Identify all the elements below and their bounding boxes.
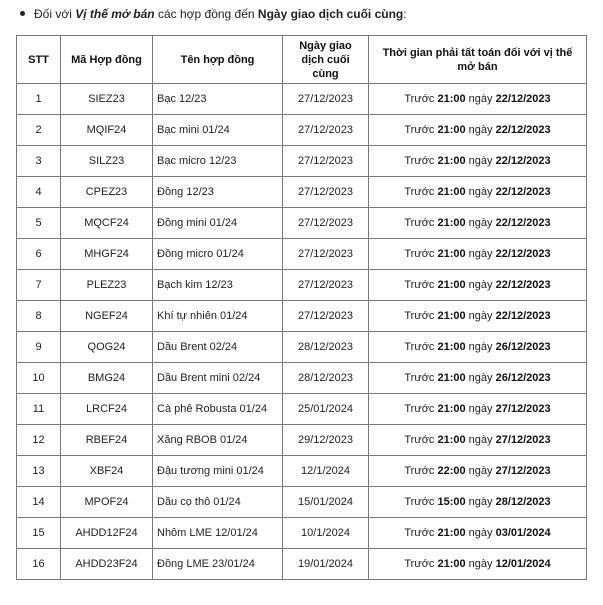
cell-contract-name: Bạc micro 12/23 xyxy=(153,146,283,177)
table-row xyxy=(17,549,587,580)
cell-contract-code: CPEZ23 xyxy=(61,177,153,208)
settlement-on: ngày xyxy=(465,217,496,229)
cell-last-trading-day: 29/12/2023 xyxy=(283,425,369,456)
cell-contract-name: Xăng RBOB 01/24 xyxy=(153,425,283,456)
intro-line xyxy=(20,6,407,22)
settlement-on: ngày xyxy=(465,496,496,508)
cell-stt: 10 xyxy=(17,363,61,394)
cell-contract-code: SILZ23 xyxy=(61,146,153,177)
settlement-before: Trước xyxy=(404,372,438,384)
settlement-before: Trước xyxy=(404,310,438,322)
cell-contract-name: Nhôm LME 12/01/24 xyxy=(153,518,283,549)
table-row xyxy=(17,270,587,301)
settlement-date: 22/12/2023 xyxy=(495,186,551,198)
settlement-date: 22/12/2023 xyxy=(495,93,551,105)
table-row xyxy=(17,146,587,177)
settlement-time: 21:00 xyxy=(437,403,466,415)
settlement-time: 21:00 xyxy=(437,434,466,446)
cell-stt: 2 xyxy=(17,115,61,146)
settlement-before: Trước xyxy=(404,155,438,167)
cell-settlement-time xyxy=(369,115,587,146)
cell-last-trading-day: 10/1/2024 xyxy=(283,518,369,549)
table-row xyxy=(17,115,587,146)
settlement-date: 26/12/2023 xyxy=(495,341,551,353)
settlement-before: Trước xyxy=(404,124,438,136)
settlement-date: 22/12/2023 xyxy=(495,217,551,229)
settlement-time: 21:00 xyxy=(437,248,466,260)
cell-settlement-time xyxy=(369,394,587,425)
cell-stt: 12 xyxy=(17,425,61,456)
table-row xyxy=(17,301,587,332)
cell-settlement-time xyxy=(369,177,587,208)
settlement-before: Trước xyxy=(404,558,438,570)
settlement-on: ngày xyxy=(465,372,496,384)
cell-stt: 14 xyxy=(17,487,61,518)
cell-contract-code: AHDD12F24 xyxy=(61,518,153,549)
settlement-time: 21:00 xyxy=(437,372,466,384)
header-contract-code: Mã Hợp đồng xyxy=(61,36,153,84)
settlement-on: ngày xyxy=(465,465,496,477)
settlement-before: Trước xyxy=(404,93,438,105)
cell-contract-name: Đồng 12/23 xyxy=(153,177,283,208)
table-row xyxy=(17,177,587,208)
settlement-before: Trước xyxy=(404,496,438,508)
cell-contract-name: Đậu tương mini 01/24 xyxy=(153,456,283,487)
settlement-date: 27/12/2023 xyxy=(495,403,551,415)
cell-last-trading-day: 19/01/2024 xyxy=(283,549,369,580)
intro-deadline-label: Ngày giao dịch cuối cùng xyxy=(257,7,404,21)
cell-last-trading-day: 27/12/2023 xyxy=(283,115,369,146)
table-row xyxy=(17,363,587,394)
cell-contract-code: PLEZ23 xyxy=(61,270,153,301)
settlement-on: ngày xyxy=(465,434,496,446)
settlement-time: 15:00 xyxy=(437,496,466,508)
settlement-on: ngày xyxy=(465,341,496,353)
cell-stt: 7 xyxy=(17,270,61,301)
cell-stt: 11 xyxy=(17,394,61,425)
header-last-trading-day: Ngày giao dịch cuối cùng xyxy=(283,36,369,84)
intro-position-type: Vị thế mở bán xyxy=(75,7,155,21)
settlement-on: ngày xyxy=(465,155,496,167)
table-row xyxy=(17,518,587,549)
cell-settlement-time xyxy=(369,425,587,456)
settlement-before: Trước xyxy=(404,403,438,415)
settlement-on: ngày xyxy=(465,279,496,291)
settlement-before: Trước xyxy=(404,341,438,353)
cell-settlement-time xyxy=(369,301,587,332)
intro-suffix: : xyxy=(403,7,407,21)
table-row xyxy=(17,84,587,115)
cell-stt: 13 xyxy=(17,456,61,487)
settlement-on: ngày xyxy=(465,403,496,415)
settlement-date: 22/12/2023 xyxy=(495,279,551,291)
cell-last-trading-day: 27/12/2023 xyxy=(283,177,369,208)
table-row xyxy=(17,487,587,518)
cell-contract-code: SIEZ23 xyxy=(61,84,153,115)
table-row xyxy=(17,208,587,239)
cell-settlement-time xyxy=(369,518,587,549)
header-settlement-time: Thời gian phải tất toán đối với vị thế mở bán xyxy=(369,36,587,84)
settlement-time: 21:00 xyxy=(437,124,466,136)
settlement-on: ngày xyxy=(465,558,496,570)
cell-last-trading-day: 28/12/2023 xyxy=(283,332,369,363)
settlement-time: 21:00 xyxy=(437,186,466,198)
table-row xyxy=(17,394,587,425)
cell-settlement-time xyxy=(369,239,587,270)
settlement-date: 27/12/2023 xyxy=(495,434,551,446)
cell-stt: 6 xyxy=(17,239,61,270)
settlement-on: ngày xyxy=(465,93,496,105)
cell-contract-code: AHDD23F24 xyxy=(61,549,153,580)
cell-contract-code: BMG24 xyxy=(61,363,153,394)
settlement-before: Trước xyxy=(404,217,438,229)
cell-stt: 9 xyxy=(17,332,61,363)
cell-last-trading-day: 27/12/2023 xyxy=(283,146,369,177)
intro-prefix: Đối với xyxy=(34,7,76,21)
settlement-before: Trước xyxy=(404,527,438,539)
settlement-date: 12/01/2024 xyxy=(495,558,551,570)
cell-contract-code: MPOF24 xyxy=(61,487,153,518)
settlement-date: 27/12/2023 xyxy=(495,465,551,477)
cell-stt: 16 xyxy=(17,549,61,580)
settlement-on: ngày xyxy=(465,527,496,539)
cell-settlement-time xyxy=(369,84,587,115)
settlement-time: 21:00 xyxy=(437,155,466,167)
settlement-date: 22/12/2023 xyxy=(495,310,551,322)
settlement-time: 21:00 xyxy=(437,527,466,539)
cell-settlement-time xyxy=(369,332,587,363)
cell-settlement-time xyxy=(369,208,587,239)
cell-settlement-time xyxy=(369,146,587,177)
cell-contract-name: Dầu cọ thô 01/24 xyxy=(153,487,283,518)
cell-contract-code: XBF24 xyxy=(61,456,153,487)
settlement-on: ngày xyxy=(465,248,496,260)
cell-last-trading-day: 27/12/2023 xyxy=(283,208,369,239)
cell-stt: 8 xyxy=(17,301,61,332)
table-row xyxy=(17,239,587,270)
cell-last-trading-day: 28/12/2023 xyxy=(283,363,369,394)
table-row xyxy=(17,332,587,363)
cell-contract-code: LRCF24 xyxy=(61,394,153,425)
cell-contract-name: Dầu Brent mini 02/24 xyxy=(153,363,283,394)
cell-contract-name: Đồng LME 23/01/24 xyxy=(153,549,283,580)
settlement-date: 22/12/2023 xyxy=(495,155,551,167)
cell-last-trading-day: 27/12/2023 xyxy=(283,239,369,270)
cell-stt: 3 xyxy=(17,146,61,177)
cell-contract-name: Đồng mini 01/24 xyxy=(153,208,283,239)
header-stt: STT xyxy=(17,36,61,84)
cell-contract-name: Đồng micro 01/24 xyxy=(153,239,283,270)
cell-last-trading-day: 27/12/2023 xyxy=(283,84,369,115)
contracts-table xyxy=(16,35,587,580)
cell-contract-code: NGEF24 xyxy=(61,301,153,332)
settlement-time: 21:00 xyxy=(437,341,466,353)
settlement-on: ngày xyxy=(465,310,496,322)
cell-last-trading-day: 15/01/2024 xyxy=(283,487,369,518)
settlement-time: 21:00 xyxy=(437,310,466,322)
settlement-date: 22/12/2023 xyxy=(495,124,551,136)
cell-stt: 5 xyxy=(17,208,61,239)
cell-settlement-time xyxy=(369,456,587,487)
settlement-time: 21:00 xyxy=(437,93,466,105)
cell-contract-name: Bạc 12/23 xyxy=(153,84,283,115)
settlement-before: Trước xyxy=(404,279,438,291)
settlement-date: 22/12/2023 xyxy=(495,248,551,260)
cell-contract-code: MHGF24 xyxy=(61,239,153,270)
cell-contract-name: Bạch kim 12/23 xyxy=(153,270,283,301)
settlement-before: Trước xyxy=(404,465,438,477)
cell-stt: 1 xyxy=(17,84,61,115)
table-row xyxy=(17,456,587,487)
cell-settlement-time xyxy=(369,549,587,580)
intro-middle: các hợp đồng đến xyxy=(154,7,258,21)
cell-contract-name: Dầu Brent 02/24 xyxy=(153,332,283,363)
header-contract-name: Tên hợp đồng xyxy=(153,36,283,84)
settlement-on: ngày xyxy=(465,186,496,198)
cell-stt: 15 xyxy=(17,518,61,549)
settlement-before: Trước xyxy=(404,434,438,446)
cell-last-trading-day: 27/12/2023 xyxy=(283,270,369,301)
cell-contract-code: RBEF24 xyxy=(61,425,153,456)
cell-settlement-time xyxy=(369,487,587,518)
cell-contract-code: MQIF24 xyxy=(61,115,153,146)
table-row xyxy=(17,425,587,456)
settlement-date: 28/12/2023 xyxy=(495,496,551,508)
cell-contract-name: Khí tự nhiên 01/24 xyxy=(153,301,283,332)
cell-last-trading-day: 27/12/2023 xyxy=(283,301,369,332)
bullet-icon xyxy=(20,11,25,16)
cell-settlement-time xyxy=(369,363,587,394)
cell-contract-code: QOG24 xyxy=(61,332,153,363)
cell-settlement-time xyxy=(369,270,587,301)
cell-last-trading-day: 25/01/2024 xyxy=(283,394,369,425)
settlement-time: 21:00 xyxy=(437,558,466,570)
settlement-date: 26/12/2023 xyxy=(495,372,551,384)
settlement-on: ngày xyxy=(465,124,496,136)
cell-last-trading-day: 12/1/2024 xyxy=(283,456,369,487)
cell-stt: 4 xyxy=(17,177,61,208)
settlement-time: 22:00 xyxy=(437,465,466,477)
settlement-time: 21:00 xyxy=(437,279,466,291)
cell-contract-name: Bạc mini 01/24 xyxy=(153,115,283,146)
table-header-row xyxy=(17,36,587,84)
cell-contract-name: Cà phê Robusta 01/24 xyxy=(153,394,283,425)
settlement-time: 21:00 xyxy=(437,217,466,229)
settlement-before: Trước xyxy=(404,248,438,260)
cell-contract-code: MQCF24 xyxy=(61,208,153,239)
settlement-date: 03/01/2024 xyxy=(495,527,551,539)
settlement-before: Trước xyxy=(404,186,438,198)
